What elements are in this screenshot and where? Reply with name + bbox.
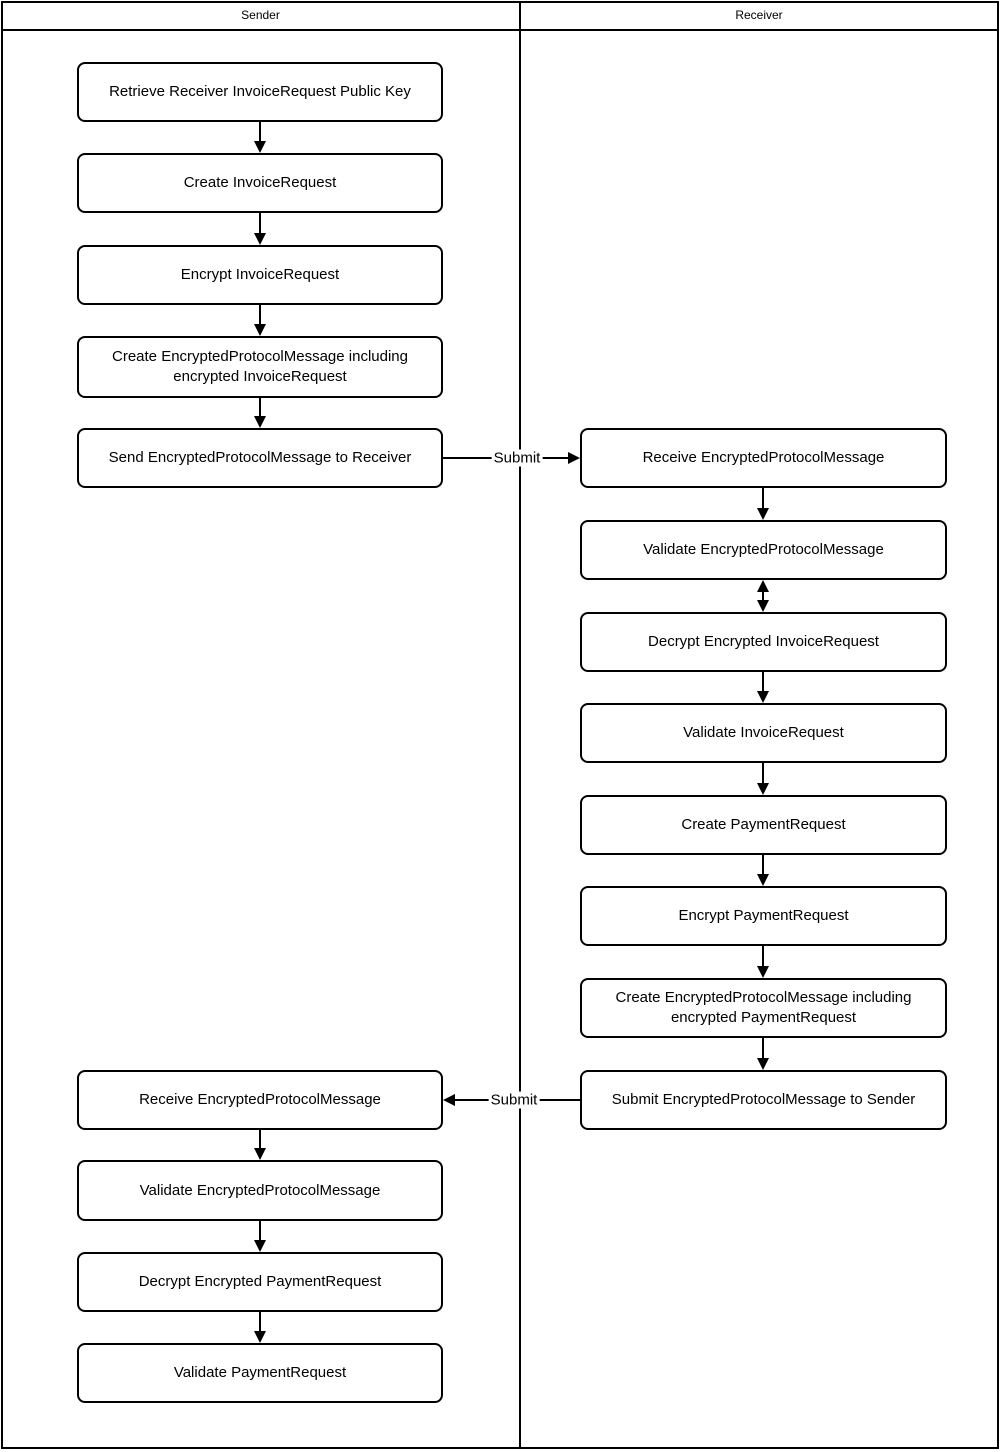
node-sender-validate-epm: Validate EncryptedProtocolMessage	[77, 1160, 443, 1221]
node-create-epm-payment: Create EncryptedProtocolMessage including encrypted PaymentRequest	[580, 978, 947, 1038]
arrow-down-icon	[254, 233, 266, 245]
arrow-line	[762, 855, 764, 875]
node-create-payment-request: Create PaymentRequest	[580, 795, 947, 855]
arrow-down-icon	[757, 691, 769, 703]
node-send-epm-to-receiver: Send EncryptedProtocolMessage to Receiver	[77, 428, 443, 488]
arrow-down-icon	[757, 783, 769, 795]
arrow-down-icon	[254, 416, 266, 428]
arrow-down-icon	[757, 508, 769, 520]
arrow-line	[762, 946, 764, 967]
node-decrypt-invoice-request: Decrypt Encrypted InvoiceRequest	[580, 612, 947, 672]
lane-title-sender: Sender	[241, 8, 280, 22]
node-submit-epm-to-sender: Submit EncryptedProtocolMessage to Sender	[580, 1070, 947, 1130]
arrow-line	[762, 672, 764, 692]
arrow-line	[762, 1038, 764, 1059]
arrow-down-icon	[254, 1148, 266, 1160]
arrow-down-icon	[254, 1331, 266, 1343]
node-encrypt-payment-request: Encrypt PaymentRequest	[580, 886, 947, 946]
node-decrypt-payment-request: Decrypt Encrypted PaymentRequest	[77, 1252, 443, 1312]
node-create-epm-invoice: Create EncryptedProtocolMessage including encrypted InvoiceRequest	[77, 336, 443, 398]
node-sender-receive-epm: Receive EncryptedProtocolMessage	[77, 1070, 443, 1130]
node-validate-invoice-request: Validate InvoiceRequest	[580, 703, 947, 763]
lane-divider	[519, 1, 521, 1447]
node-create-invoice-request: Create InvoiceRequest	[77, 153, 443, 213]
arrow-down-icon	[757, 600, 769, 612]
lane-header-rule	[1, 29, 997, 31]
arrow-line	[259, 398, 261, 417]
arrow-down-icon	[254, 1240, 266, 1252]
arrow-down-icon	[757, 966, 769, 978]
submit-label: Submit	[490, 1091, 538, 1109]
arrow-right-icon	[568, 452, 580, 464]
arrow-line	[259, 213, 261, 234]
arrow-line	[259, 305, 261, 325]
node-receiver-validate-epm: Validate EncryptedProtocolMessage	[580, 520, 947, 580]
arrow-line	[259, 1221, 261, 1241]
arrow-line	[762, 763, 764, 784]
arrow-down-icon	[757, 874, 769, 886]
node-receiver-receive-epm: Receive EncryptedProtocolMessage	[580, 428, 947, 488]
arrow-left-icon	[443, 1094, 455, 1106]
arrow-down-icon	[757, 1058, 769, 1070]
arrow-down-icon	[254, 141, 266, 153]
node-validate-payment-request: Validate PaymentRequest	[77, 1343, 443, 1403]
arrow-down-icon	[254, 324, 266, 336]
arrow-line	[259, 122, 261, 142]
node-encrypt-invoice-request: Encrypt InvoiceRequest	[77, 245, 443, 305]
arrow-line	[762, 488, 764, 509]
submit-label: Submit	[493, 449, 541, 467]
node-retrieve-public-key: Retrieve Receiver InvoiceRequest Public Key	[77, 62, 443, 122]
arrow-line	[259, 1130, 261, 1149]
lane-title-receiver: Receiver	[735, 8, 783, 22]
arrow-line	[259, 1312, 261, 1332]
